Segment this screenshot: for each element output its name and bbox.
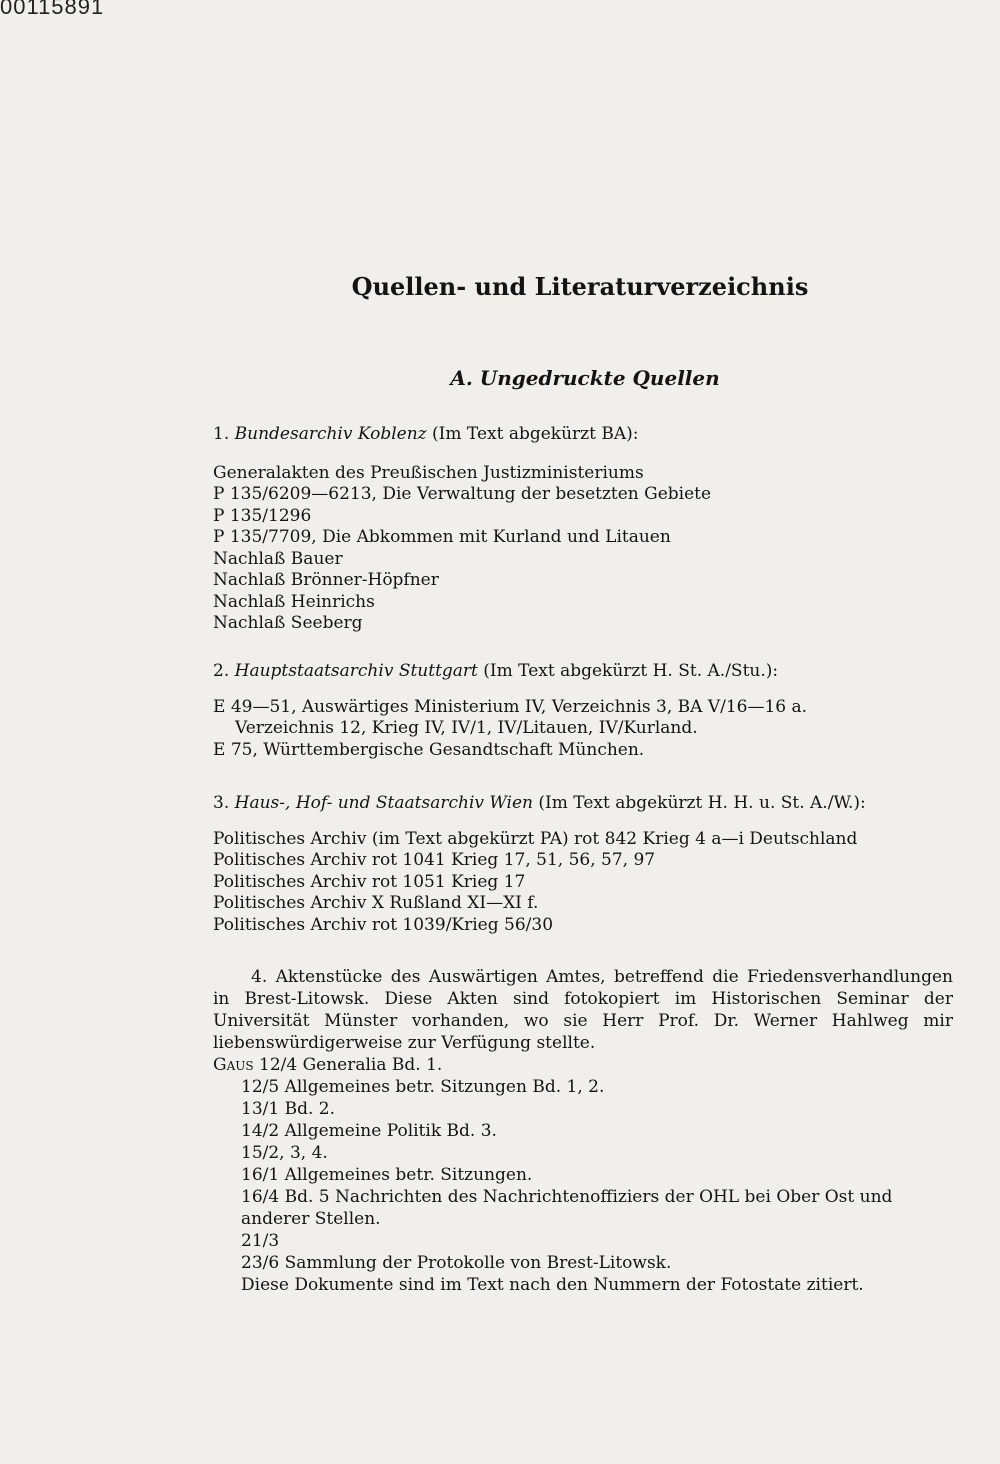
list-item: Politisches Archiv X Rußland XI—XI f. [213, 893, 539, 913]
list-item: Generalakten des Preußischen Justizministeriums [213, 462, 644, 483]
list-item: 23/6 Sammlung der Protokolle von Brest-Litowsk. [241, 1253, 672, 1273]
list-item: E 75, Württembergische Gesandtschaft München. [213, 739, 645, 760]
list-item: Politisches Archiv (im Text abgekürzt PA) rot 842 Krieg 4 a—i Deutschland [213, 828, 858, 849]
gaus-entry: Gaus 12/4 Generalia Bd. 1. [213, 1055, 443, 1075]
list-item: Politisches Archiv rot 1041 Krieg 17, 51, 56, 57, 97 [213, 850, 656, 870]
page-title: Quellen- und Literaturverzeichnis [351, 272, 809, 301]
source-section-3 [213, 793, 953, 936]
section-1-heading: 1. Bundesarchiv Koblenz (Im Text abgekürzt BA): [213, 424, 639, 444]
list-item: P 135/6209—6213, Die Verwaltung der besetzten Gebiete [213, 484, 712, 504]
list-item: 16/4 Bd. 5 Nachrichten des Nachrichtenoffiziers der OHL bei Ober Ost und anderer Stellen. [241, 1187, 893, 1229]
list-item: Nachlaß Heinrichs [213, 591, 375, 612]
list-item: 12/5 Allgemeines betr. Sitzungen Bd. 1, 2. [241, 1077, 605, 1097]
archive-name: Haus-, Hof- und Staatsarchiv Wien [234, 793, 534, 813]
section-heading-a: A. Ungedruckte Quellen [450, 366, 720, 390]
list-item: P 135/7709, Die Abkommen mit Kurland und Litauen [213, 527, 671, 547]
list-item: 13/1 Bd. 2. [241, 1099, 335, 1119]
list-item: Politisches Archiv rot 1051 Krieg 17 [213, 871, 526, 892]
list-item: Politisches Archiv rot 1039/Krieg 56/30 [213, 914, 554, 935]
list-item: 14/2 Allgemeine Politik Bd. 3. [241, 1121, 497, 1141]
list-item: 21/3 [241, 1231, 280, 1251]
archive-name: Hauptstaatsarchiv Stuttgart [234, 661, 478, 681]
source-section-2 [213, 661, 953, 761]
list-item: 15/2, 3, 4. [241, 1143, 328, 1163]
list-item: Diese Dokumente sind im Text nach den Nummern der Fotostate zitiert. [241, 1275, 864, 1295]
page-stamp: 00115891 [0, 0, 105, 19]
list-item: Nachlaß Bauer [213, 548, 343, 569]
source-section-1 [213, 424, 953, 635]
section-2-heading: 2. Hauptstaatsarchiv Stuttgart (Im Text abgekürzt H. St. A./Stu.): [213, 661, 779, 681]
list-item: 16/1 Allgemeines betr. Sitzungen. [241, 1165, 533, 1185]
list-item: Verzeichnis 12, Krieg IV, IV/1, IV/Litauen, IV/Kurland. [235, 718, 698, 738]
list-item: Nachlaß Seeberg [213, 613, 363, 633]
archive-name: Bundesarchiv Koblenz [234, 424, 427, 444]
list-item: Nachlaß Brönner-Höpfner [213, 570, 439, 590]
section-4-intro: 4. Aktenstücke des Auswärtigen Amtes, betreffend die Friedensverhandlungen in Brest-Litowsk. Diese Akten sind fotokopiert im Historischen Seminar der Universität Münster vorhanden, wo sie Herr Prof. Dr. Werner Hahlweg mir liebenswürdigerweise zur Verfügung stellte. [213, 967, 953, 1053]
section-3-heading: 3. Haus-, Hof- und Staatsarchiv Wien (Im Text abgekürzt H. H. u. St. A./W.): [213, 793, 866, 813]
source-section-4 [213, 966, 953, 1296]
list-item: E 49—51, Auswärtiges Ministerium IV, Verzeichnis 3, BA V/16—16 a. [213, 696, 808, 717]
list-item: P 135/1296 [213, 505, 312, 526]
